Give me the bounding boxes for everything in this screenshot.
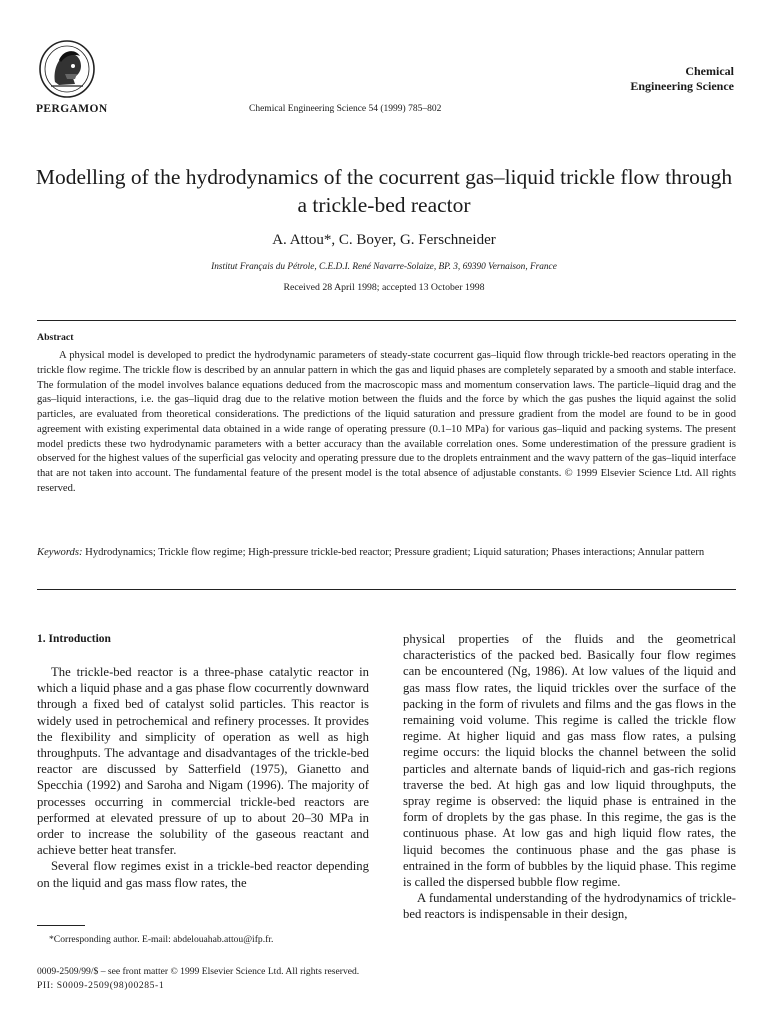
keywords-text: Hydrodynamics; Trickle flow regime; High-pressure trickle-bed reactor; Pressure gradient; Liquid saturation; Phases interactions; Annular pattern	[85, 547, 705, 558]
divider-top	[37, 320, 736, 321]
keywords-label: Keywords:	[37, 547, 83, 558]
pii-line: PII: S0009-2509(98)00285-1	[37, 980, 165, 991]
received-dates: Received 28 April 1998; accepted 13 October 1998	[283, 282, 485, 293]
affiliation: Institut Français du Pétrole, C.E.D.I. René Navarre-Solaize, BP. 3, 69390 Vernaison, France	[211, 262, 557, 272]
paragraph: Several flow regimes exist in a trickle-bed reactor depending on the liquid and gas mass flow rates, the	[37, 859, 369, 890]
author-list: A. Attou*, C. Boyer, G. Ferschneider	[272, 232, 496, 248]
publisher-name: PERGAMON	[36, 103, 108, 115]
section-heading-introduction: 1. Introduction	[37, 633, 111, 645]
journal-name	[630, 64, 734, 94]
paragraph: physical properties of the fluids and the geometrical characteristics of the packed bed. Basically four flow regimes can be encountered (Ng, 1986). At low values of the liquid and gas mass flow rates, the liquid trickles over the surface of the packing in the form of rivulets and films and the gas flows in the remaining void volume. This regime is called the trickle flow regime. At higher liquid and gas mass flow rates, a pulsing regime occurs: the liquid blocks the channel between the solid particles and alternate bands of liquid-rich and gas-rich regions traverse the bed. At high gas and low liquid throughputs, the spray regime is observed: the liquid phase is entrained in the form of droplets by the gas phase. In this regime, the gas is the continuous phase. At low gas and high liquid flow rates, the liquid becomes the continuous phase and the gas phase is entrained in the form of bubbles by the liquid phase. This regime is called the dispersed bubble flow regime.	[403, 632, 736, 890]
paragraph: The trickle-bed reactor is a three-phase catalytic reactor in which a liquid phase and a gas phase flow cocurrently downward through a fixed bed of catalyst solid particles. This reactor is widely used in petrochemical and refinery processes. It provides the flexibility and simplicity of operation as well as high throughputs. The advantage and disadvantages of the trickle-bed reactor are discussed by Satterfield (1975), Gianetto and Specchia (1992) and Saroha and Nigam (1996). The majority of processes occurring in commercial trickle-bed reactors are performed at elevated pressure of up to about 20–30 MPa in order to increase the solubility of the gaseous reactant and achieve better heat transfer.	[37, 665, 369, 858]
article-title: Modelling of the hydrodynamics of the cocurrent gas–liquid trickle flow through a trickle-bed reactor	[35, 165, 733, 217]
journal-name-line1: Chemical	[685, 64, 734, 78]
footnote-rule	[37, 925, 85, 926]
publisher-logo	[37, 38, 97, 100]
front-matter-line: 0009-2509/99/$ – see front matter © 1999 Elsevier Science Ltd. All rights reserved.	[37, 966, 360, 977]
abstract-text: A physical model is developed to predict the hydrodynamic parameters of steady-state cocurrent gas–liquid flow through trickle-bed reactors operating in the trickle flow regime. The trickle flow is described by an annular pattern in which the gas and liquid phases are completely separated by a smooth and stable interface. The formulation of the model involves balance equations deduced from the macroscopic mass and momentum conservation laws. The particle–liquid drag and the gas–liquid interactions, i.e. the gas–liquid drag due to the relative motion between the fluids and the force by which the gas pushes the liquid against the solid particles, are evaluated from theoretical considerations. The predictions of the liquid saturation and pressure gradient from the model are found to be in good agreement with existing experimental data obtained in a wide range of operating pressure (0.1–10 MPa) for various gas–liquid and packing systems. The present model predicts these two hydrodynamic parameters with a better accuracy than the available correlation ones. Some underestimation of the pressure gradient is observed for the highest values of the superficial gas velocity and operating pressure due to the droplets entrainment and the wavy pattern of the gas–liquid interface that are not taken into account. The fundamental feature of the present model is the total absence of adjustable constants. © 1999 Elsevier Science Ltd. All rights reserved.	[37, 350, 736, 494]
corresponding-author-footnote: *Corresponding author. E-mail: abdelouahab.attou@ifp.fr.	[49, 934, 274, 945]
journal-name-line2: Engineering Science	[630, 79, 734, 93]
abstract-heading: Abstract	[37, 332, 74, 343]
divider-bottom	[37, 589, 736, 590]
right-column	[403, 631, 736, 923]
left-column	[37, 664, 369, 891]
journal-citation: Chemical Engineering Science 54 (1999) 785–802	[249, 104, 442, 114]
keywords	[37, 546, 736, 561]
paragraph: A fundamental understanding of the hydrodynamics of trickle-bed reactors is indispensable in their design,	[403, 891, 736, 922]
